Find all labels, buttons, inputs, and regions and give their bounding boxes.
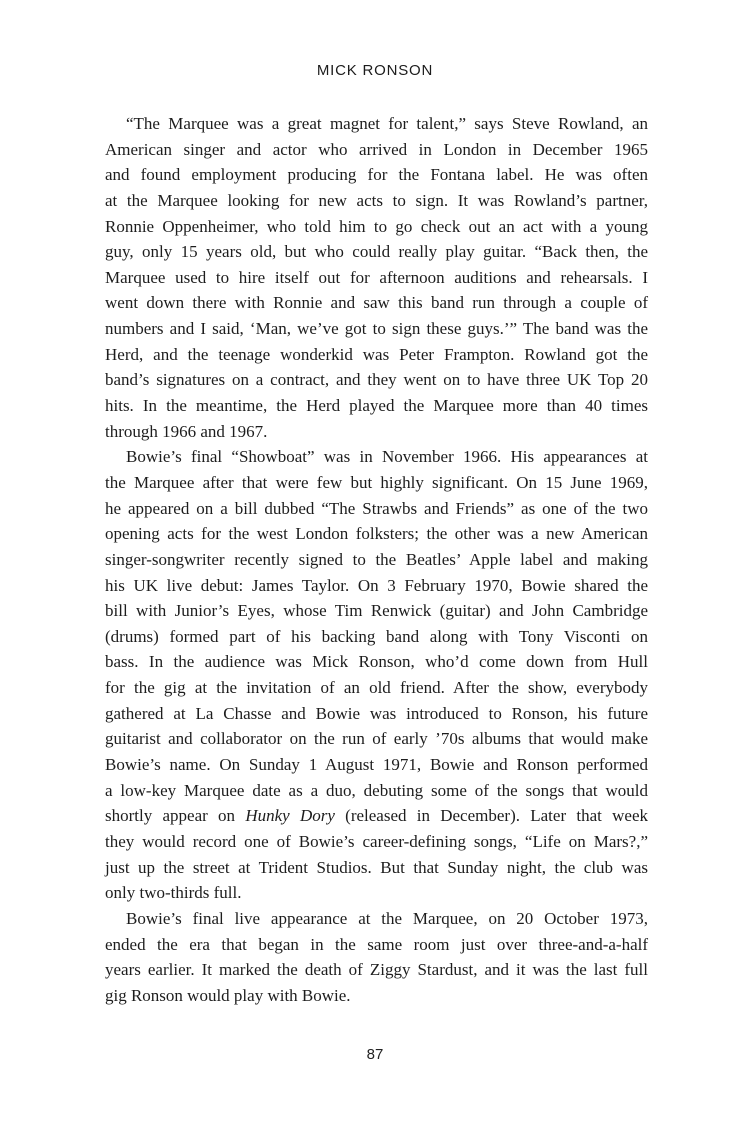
text-segment: Bowie’s name. On Sunday 1 August 1971, Bowie and Ronson performed (105, 755, 648, 775)
text-line (105, 752, 648, 778)
text-line (105, 342, 648, 368)
paragraph (105, 111, 648, 444)
text-segment: for the gig at the invitation of an old friend. After the show, everybody (105, 678, 648, 698)
text-line (105, 624, 648, 650)
text-segment: hits. In the meantime, the Herd played the Marquee more than 40 times (105, 396, 648, 416)
text-segment: (drums) formed part of his backing band along with Tony Visconti on (105, 626, 648, 646)
text-line (105, 265, 648, 291)
text-line (105, 521, 648, 547)
text-line (105, 983, 648, 1009)
text-segment: numbers and I said, ‘Man, we’ve got to sign these guys.’” The band was the (105, 319, 648, 339)
text-line (105, 137, 648, 163)
text-line (105, 367, 648, 393)
body-text (105, 111, 648, 1008)
text-line (105, 778, 648, 804)
text-segment: guitarist and collaborator on the run of early ’70s albums that would make (105, 729, 648, 749)
italic-text-segment: Hunky Dory (245, 806, 335, 826)
text-line (105, 214, 648, 240)
text-line (105, 880, 648, 906)
text-line (105, 803, 648, 829)
text-segment: gathered at La Chasse and Bowie was introduced to Ronson, his future (105, 703, 648, 723)
text-line (105, 239, 648, 265)
text-segment: Bowie’s final live appearance at the Marquee, on 20 October 1973, (126, 908, 648, 928)
text-line (105, 829, 648, 855)
text-line (105, 290, 648, 316)
text-line (105, 906, 648, 932)
text-segment: band’s signatures on a contract, and they went on to have three UK Top 20 (105, 370, 648, 390)
text-line (105, 419, 648, 445)
text-segment: gig Ronson would play with Bowie. (105, 985, 351, 1005)
paragraph (105, 444, 648, 906)
text-segment: went down there with Ronnie and saw this band run through a couple of (105, 293, 648, 313)
text-line (105, 855, 648, 881)
text-segment: “The Marquee was a great magnet for talent,” says Steve Rowland, an (126, 114, 648, 133)
text-segment: he appeared on a bill dubbed “The Strawbs and Friends” as one of the two (105, 498, 648, 518)
text-line (105, 393, 648, 419)
text-line (105, 470, 648, 496)
text-segment: opening acts for the west London folksters; the other was a new American (105, 524, 648, 544)
text-line (105, 932, 648, 958)
text-line (105, 701, 648, 727)
text-segment: Bowie’s final “Showboat” was in November 1966. His appearances at (126, 447, 648, 467)
text-segment: at the Marquee looking for new acts to sign. It was Rowland’s partner, (105, 190, 648, 210)
text-segment: shortly appear on (105, 806, 246, 826)
text-segment: they would record one of Bowie’s career-defining songs, “Life on Mars?,” (105, 831, 648, 851)
text-segment: through 1966 and 1967. (105, 421, 268, 441)
text-segment: singer-songwriter recently signed to the Beatles’ Apple label and making (105, 549, 648, 569)
text-segment: just up the street at Trident Studios. But that Sunday night, the club was (105, 857, 648, 877)
text-segment: his UK live debut: James Taylor. On 3 February 1970, Bowie shared the (105, 575, 648, 595)
text-segment: bass. In the audience was Mick Ronson, who’d come down from Hull (105, 652, 648, 672)
text-line (105, 162, 648, 188)
text-segment: bill with Junior’s Eyes, whose Tim Renwick (guitar) and John Cambridge (105, 601, 648, 621)
text-line (105, 444, 648, 470)
text-segment: the Marquee after that were few but highly significant. On 15 June 1969, (105, 472, 648, 492)
text-segment: Ronnie Oppenheimer, who told him to go check out an act with a young (105, 216, 648, 236)
text-line (105, 675, 648, 701)
text-segment: only two-thirds full. (105, 883, 242, 903)
text-line (105, 316, 648, 342)
text-segment: a low-key Marquee date as a duo, debuting some of the songs that would (105, 780, 648, 800)
text-segment: Marquee used to hire itself out for afternoon auditions and rehearsals. I (105, 267, 648, 287)
text-line (105, 598, 648, 624)
text-line (105, 496, 648, 522)
text-line (105, 957, 648, 983)
paragraph (105, 906, 648, 1009)
text-line (105, 726, 648, 752)
text-segment: and found employment producing for the Fontana label. He was often (105, 165, 648, 185)
text-segment: (released in December). Later that week (334, 806, 648, 826)
text-segment: Herd, and the teenage wonderkid was Peter Frampton. Rowland got the (105, 344, 648, 364)
text-line (105, 547, 648, 573)
text-segment: American singer and actor who arrived in London in December 1965 (105, 139, 648, 159)
text-segment: guy, only 15 years old, but who could really play guitar. “Back then, the (105, 242, 648, 262)
text-line (105, 573, 648, 599)
text-segment: ended the era that began in the same room just over three-and-a-half (105, 934, 648, 954)
text-line (105, 188, 648, 214)
text-line (105, 111, 648, 137)
text-segment: years earlier. It marked the death of Ziggy Stardust, and it was the last full (105, 960, 648, 980)
running-head: MICK RONSON (316, 62, 434, 79)
text-line (105, 649, 648, 675)
page-number: 87 (366, 1046, 384, 1063)
